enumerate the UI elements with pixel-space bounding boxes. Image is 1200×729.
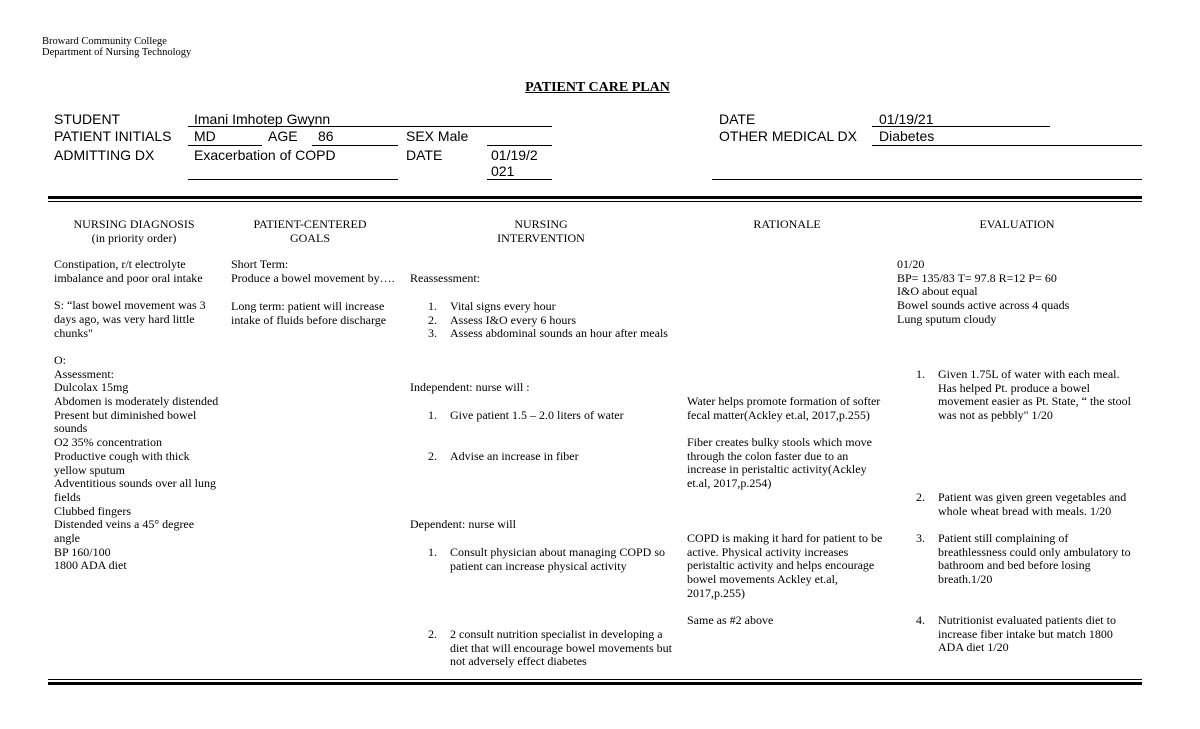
admit-date-underline	[487, 179, 552, 180]
diagnosis-line: fields	[54, 489, 81, 504]
reassess-item-2: 2. Assess I&O every 6 hours	[428, 312, 576, 327]
diagnosis-line: Present but diminished bowel	[54, 407, 197, 422]
diagnosis-line: 1800 ADA diet	[54, 558, 127, 573]
evaluation-item-4: 4. Nutritionist evaluated patients diet to increase fiber intake but match 1800 ADA diet 1/20	[916, 613, 1116, 655]
top-thick-rule	[48, 196, 1142, 199]
column-header-goals-line1: PATIENT-CENTERED	[253, 217, 367, 231]
dependent-heading: Dependent: nurse will	[410, 517, 516, 531]
dependent-item-2: 2. 2 consult nutrition specialist in developing a diet that will encourage bowel movements but not adversely effect diabetes	[428, 627, 672, 669]
page-title: PATIENT CARE PLAN	[525, 80, 670, 95]
admit-date-value-line1: 01/19/2	[491, 147, 538, 163]
long-term-line1: Long term: patient will increase	[231, 299, 385, 313]
admitting-dx-value: Exacerbation of COPD	[194, 147, 336, 163]
diagnosis-line	[54, 340, 218, 354]
evaluation-vitals: 01/20 BP= 135/83 T= 97.8 R=12 P= 60 I&O about equal Bowel sounds active across 4 quads Lung sputum cloudy	[897, 257, 1070, 326]
sex-label: SEX Male	[406, 128, 469, 144]
independent-item-2: 2. Advise an increase in fiber	[428, 449, 579, 463]
rationale-1: Water helps promote formation of softer fecal matter(Ackley et.al, 2017,p.255)	[687, 394, 881, 422]
diagnosis-line: imbalance and poor oral intake	[54, 270, 203, 285]
top-thin-rule	[48, 201, 1142, 202]
age-underline	[312, 145, 398, 146]
goals-long-term	[231, 300, 386, 327]
diagnosis-line: O:	[54, 352, 66, 367]
diagnosis-line	[54, 285, 218, 299]
rationale-4: Same as #2 above	[687, 613, 774, 627]
sex-underline	[487, 145, 552, 146]
admit-date-value-line2: 021	[491, 163, 515, 179]
admitting-dx-underline	[188, 179, 398, 180]
column-header-goals	[220, 217, 400, 245]
reassess-item-3: 3. Assess abdominal sounds an hour after meals	[428, 326, 668, 341]
department-name: Department of Nursing Technology	[42, 47, 192, 58]
independent-item-1: 1. Give patient 1.5 – 2.0 liters of water	[428, 408, 624, 422]
independent-heading: Independent: nurse will :	[410, 380, 530, 394]
other-dx-label: OTHER MEDICAL DX	[719, 128, 857, 144]
age-value: 86	[318, 128, 334, 144]
admit-date-label: DATE	[406, 147, 443, 163]
right-blank-underline	[712, 179, 1142, 180]
reassessment-heading: Reassessment:	[410, 271, 480, 285]
other-dx-value: Diabetes	[879, 128, 935, 144]
diagnosis-line: Dulcolax 15mg	[54, 380, 129, 395]
date-underline	[872, 126, 1050, 127]
column-header-intervention-line1: NURSING	[514, 217, 568, 231]
diagnosis-line: angle	[54, 531, 80, 546]
date-value: 01/19/21	[879, 111, 934, 127]
column-header-intervention-line2: INTERVENTION	[497, 231, 585, 245]
age-label: AGE	[268, 128, 298, 144]
diagnosis-line: Clubbed fingers	[54, 503, 131, 518]
column-header-diagnosis-line2: (in priority order)	[91, 231, 177, 245]
other-dx-underline	[872, 145, 1142, 146]
diagnosis-line: BP 160/100	[54, 544, 111, 559]
column-header-rationale: RATIONALE	[753, 217, 821, 231]
diagnosis-line: days ago, was very hard little	[54, 311, 195, 326]
evaluation-item-1: 1. Given 1.75L of water with each meal. Has helped Pt. produce a bowel movement easier as Pt. State, “ the stool was not as pebbly" 1/20	[916, 367, 1131, 423]
diagnosis-line: Assessment:	[54, 366, 114, 381]
rationale-3: COPD is making it hard for patient to be active. Physical activity increases peristaltic activity and helps encourage bowel movements Ackley et.al, 2017,p.255)	[687, 531, 883, 600]
initials-underline	[188, 145, 262, 146]
dependent-item-1: 1. Consult physician about managing COPD so patient can increase physical activity	[428, 545, 665, 573]
diagnosis-column	[54, 258, 218, 573]
diagnosis-line: Productive cough with thick	[54, 448, 190, 463]
evaluation-item-3: 3. Patient still complaining of breathlessness could only ambulatory to bathroom and bed before losing breath.1/20	[916, 531, 1131, 587]
rationale-2: Fiber creates bulky stools which move through the colon faster due to an increase in peristaltic activity(Ackley et.al, 2017,p.254)	[687, 435, 872, 491]
date-label: DATE	[719, 111, 756, 127]
diagnosis-line: yellow sputum	[54, 462, 125, 477]
short-term-label: Short Term:	[231, 257, 289, 271]
bottom-thick-rule	[48, 682, 1142, 685]
reassess-item-1: 1. Vital signs every hour	[428, 299, 556, 313]
long-term-line2: intake of fluids before discharge	[231, 312, 387, 327]
short-term-text: Produce a bowel movement by….	[231, 270, 395, 285]
student-value: Imani Imhotep Gwynn	[194, 111, 331, 127]
goals-short-term	[231, 258, 395, 285]
diagnosis-line: Adventitious sounds over all lung	[54, 476, 216, 491]
patient-initials-value: MD	[194, 128, 216, 144]
column-header-diagnosis-line1: NURSING DIAGNOSIS	[73, 217, 195, 231]
diagnosis-line: O2 35% concentration	[54, 435, 162, 450]
column-header-evaluation: EVALUATION	[979, 217, 1055, 231]
column-header-intervention	[400, 217, 682, 245]
diagnosis-line: Abdomen is moderately distended	[54, 394, 219, 409]
student-label: STUDENT	[54, 111, 121, 127]
diagnosis-line: chunks"	[54, 325, 93, 340]
evaluation-item-2: 2. Patient was given green vegetables and whole wheat bread with meals. 1/20	[916, 490, 1127, 518]
column-header-goals-line2: GOALS	[289, 231, 330, 245]
student-underline	[188, 126, 552, 127]
bottom-thin-rule	[48, 679, 1142, 680]
diagnosis-line: S: “last bowel movement was 3	[54, 298, 206, 313]
patient-initials-label: PATIENT INITIALS	[54, 128, 172, 144]
diagnosis-line: sounds	[54, 421, 88, 436]
admitting-dx-label: ADMITTING DX	[54, 147, 155, 163]
college-name: Broward Community College	[42, 36, 167, 47]
column-header-diagnosis	[48, 217, 220, 245]
diagnosis-line: Distended veins a 45° degree	[54, 517, 195, 532]
diagnosis-line: Constipation, r/t electrolyte	[54, 257, 186, 271]
